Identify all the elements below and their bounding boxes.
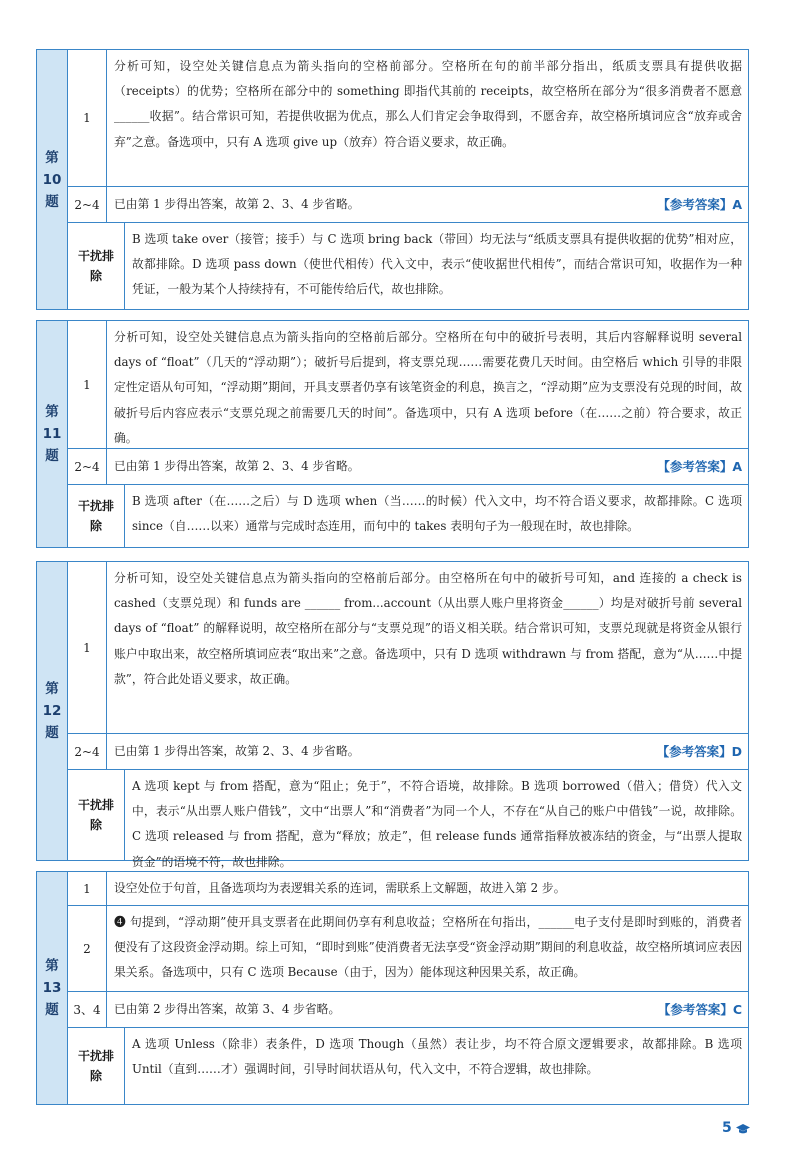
question-label-part: 第 bbox=[45, 958, 59, 974]
reference-answer: 【参考答案】A bbox=[657, 458, 742, 474]
question-label-part: 第 bbox=[45, 404, 59, 420]
page-number: 5 bbox=[722, 1120, 732, 1136]
question-block bbox=[36, 871, 749, 1105]
question-block bbox=[36, 49, 749, 310]
step-row bbox=[68, 223, 748, 309]
step-text: A 选项 kept 与 from 搭配，意为“阻止；免于”，不符合语境，故排除。B 选项 borrowed（借入；借贷）代入文中，表示“从出票人账户借钱”，文中“出票人”和“消费者”为同一个人，不存在“从自己的账户中借钱”一说，故排除。C 选项 released 与 from 搭配，意为“释放；放走”，但 release funds 通常指释放被冻结的资金，与“出票人提取资金”的语境不符，故也排除。 bbox=[132, 779, 742, 869]
question-label bbox=[37, 872, 68, 1104]
graduation-cap-icon bbox=[736, 1123, 750, 1135]
step-row bbox=[68, 187, 748, 223]
step-content bbox=[107, 50, 748, 186]
step-number: 1 bbox=[68, 321, 107, 448]
step-content bbox=[107, 562, 748, 733]
step-row bbox=[68, 734, 748, 770]
step-row bbox=[68, 485, 748, 547]
step-content bbox=[125, 223, 748, 309]
step-text: B 选项 take over（接管；接手）与 C 选项 bring back（带回）均无法与“纸质支票具有提供收据的优势”相对应，故都排除。D 选项 pass down（使世代相传）代入文中，表示“使收据世代相传”，而结合常识可知，收据作为一种凭证，一般为某个人持续持有，不可能传给后代，故也排除。 bbox=[132, 232, 742, 297]
step-number: 1 bbox=[68, 562, 107, 733]
step-row bbox=[68, 321, 748, 449]
question-label bbox=[37, 562, 68, 860]
distractor-elimination-label: 干扰排除 bbox=[68, 485, 125, 547]
step-row bbox=[68, 1028, 748, 1104]
step-row bbox=[68, 50, 748, 187]
step-content bbox=[107, 449, 748, 484]
question-label-part: 13 bbox=[42, 980, 62, 996]
question-block bbox=[36, 561, 749, 869]
question-label-part: 第 bbox=[45, 681, 59, 697]
step-text: 分析可知，设空处关键信息点为箭头指向的空格前部分。空格所在句的前半部分指出，纸质支票具有提供收据（receipts）的优势；空格所在部分中的 something 即指代其前的 receipts，故空格所在部分为“很多消费者不愿意______收据”。结合常识可知，若提供收据为优点，那么人们肯定会争取得到，不愿舍弃，故空格所填词应含“放弃或舍弃”之意。备选项中，只有 A 选项 give up（放弃）符合语义要求，故正确。 bbox=[114, 59, 742, 149]
step-number: 1 bbox=[68, 872, 107, 905]
question-label-part: 题 bbox=[45, 1002, 59, 1018]
step-number: 2~4 bbox=[68, 734, 107, 769]
step-text: 已由第 1 步得出答案，故第 2、3、4 步省略。 bbox=[114, 458, 360, 473]
question-label-part: 10 bbox=[42, 171, 62, 188]
step-row bbox=[68, 562, 748, 734]
step-text: 已由第 1 步得出答案，故第 2、3、4 步省略。 bbox=[114, 196, 360, 211]
step-number: 2~4 bbox=[68, 187, 107, 222]
question-label-part: 题 bbox=[45, 193, 59, 210]
step-text: 设空处位于句首，且备选项均为表逻辑关系的连词，需联系上文解题，故进入第 2 步。 bbox=[114, 881, 566, 895]
step-text: ❹ 句提到，“浮动期”使开具支票者在此期间仍享有利息收益；空格所在句指出，______电子支付是即时到账的，消费者便没有了这段资金浮动期。综上可知，“即时到账”使消费者无法享受“资金浮动期”期间的利息收益，故空格所填词应表因果关系。备选项中，只有 C 选项 Because（由于，因为）能体现这种因果关系，故正确。 bbox=[114, 915, 742, 980]
distractor-elimination-label: 干扰排除 bbox=[68, 1028, 125, 1104]
question-label-part: 11 bbox=[42, 426, 62, 442]
question-label-part: 12 bbox=[42, 703, 62, 719]
step-number: 2 bbox=[68, 906, 107, 991]
question-block bbox=[36, 320, 749, 548]
step-row bbox=[68, 906, 748, 992]
question-label-part: 题 bbox=[45, 448, 59, 464]
step-row bbox=[68, 449, 748, 485]
step-row bbox=[68, 872, 748, 906]
step-content bbox=[125, 770, 748, 869]
step-text: A 选项 Unless（除非）表条件，D 选项 Though（虽然）表让步，均不符合原文逻辑要求，故都排除。B 选项 Until（直到……才）强调时间，引导时间状语从句，代入文中，不符合逻辑，故也排除。 bbox=[132, 1037, 742, 1077]
step-content bbox=[107, 992, 748, 1027]
step-content bbox=[125, 1028, 748, 1104]
distractor-elimination-label: 干扰排除 bbox=[68, 223, 125, 309]
distractor-elimination-label: 干扰排除 bbox=[68, 770, 125, 860]
step-row bbox=[68, 770, 748, 869]
step-content bbox=[107, 872, 748, 905]
reference-answer: 【参考答案】C bbox=[657, 1001, 742, 1017]
step-row bbox=[68, 992, 748, 1028]
step-text: B 选项 after（在……之后）与 D 选项 when（当……的时候）代入文中，均不符合语义要求，故都排除。C 选项 since（自……以来）通常与完成时态连用，而句中的 takes 表明句子为一般现在时，故也排除。 bbox=[132, 494, 742, 534]
step-number: 1 bbox=[68, 50, 107, 186]
reference-answer: 【参考答案】A bbox=[657, 196, 742, 212]
step-text: 已由第 2 步得出答案，故第 3、4 步省略。 bbox=[114, 1001, 341, 1016]
step-content bbox=[107, 906, 748, 991]
question-label bbox=[37, 321, 68, 547]
step-content bbox=[125, 485, 748, 547]
step-number: 3、4 bbox=[68, 992, 107, 1027]
step-text: 已由第 1 步得出答案，故第 2、3、4 步省略。 bbox=[114, 743, 360, 758]
step-text: 分析可知，设空处关键信息点为箭头指向的空格前后部分。由空格所在句中的破折号可知，and 连接的 a check is cashed（支票兑现）和 funds are ______ from...account（从出票人账户里将资金______）均是对破折号前 several days of “float” 的解释说明，故空格所在部分与“支票兑现”的语义相关联。结合常识可知，支票兑现就是将资金从银行账户中取出来，故空格所填词应表“取出来”之意。备选项中，只有 D 选项 withdrawn 与 from 搭配，意为“从……中提款”，符合此处语义要求，故正确。 bbox=[114, 571, 742, 686]
question-label-part: 题 bbox=[45, 725, 59, 741]
reference-answer: 【参考答案】D bbox=[656, 743, 742, 759]
question-label bbox=[37, 50, 68, 309]
question-label-part: 第 bbox=[45, 149, 59, 166]
step-content bbox=[107, 734, 748, 769]
step-text: 分析可知，设空处关键信息点为箭头指向的空格前后部分。空格所在句中的破折号表明，其后内容解释说明 several days of “float”（几天的“浮动期”）；破折号后提到，将支票兑现……需要花费几天时间。由空格后 which 引导的非限定性定语从句可知，“浮动期”期间，开具支票者仍享有该笔资金的利息，换言之，“浮动期”应为支票没有兑现的时间，故破折号后内容应表示“支票兑现之前需要几天的时间”。备选项中，只有 A 选项 before（在……之前）符合要求，故正确。 bbox=[114, 330, 742, 445]
step-content bbox=[107, 187, 748, 222]
step-content bbox=[107, 321, 748, 448]
step-number: 2~4 bbox=[68, 449, 107, 484]
